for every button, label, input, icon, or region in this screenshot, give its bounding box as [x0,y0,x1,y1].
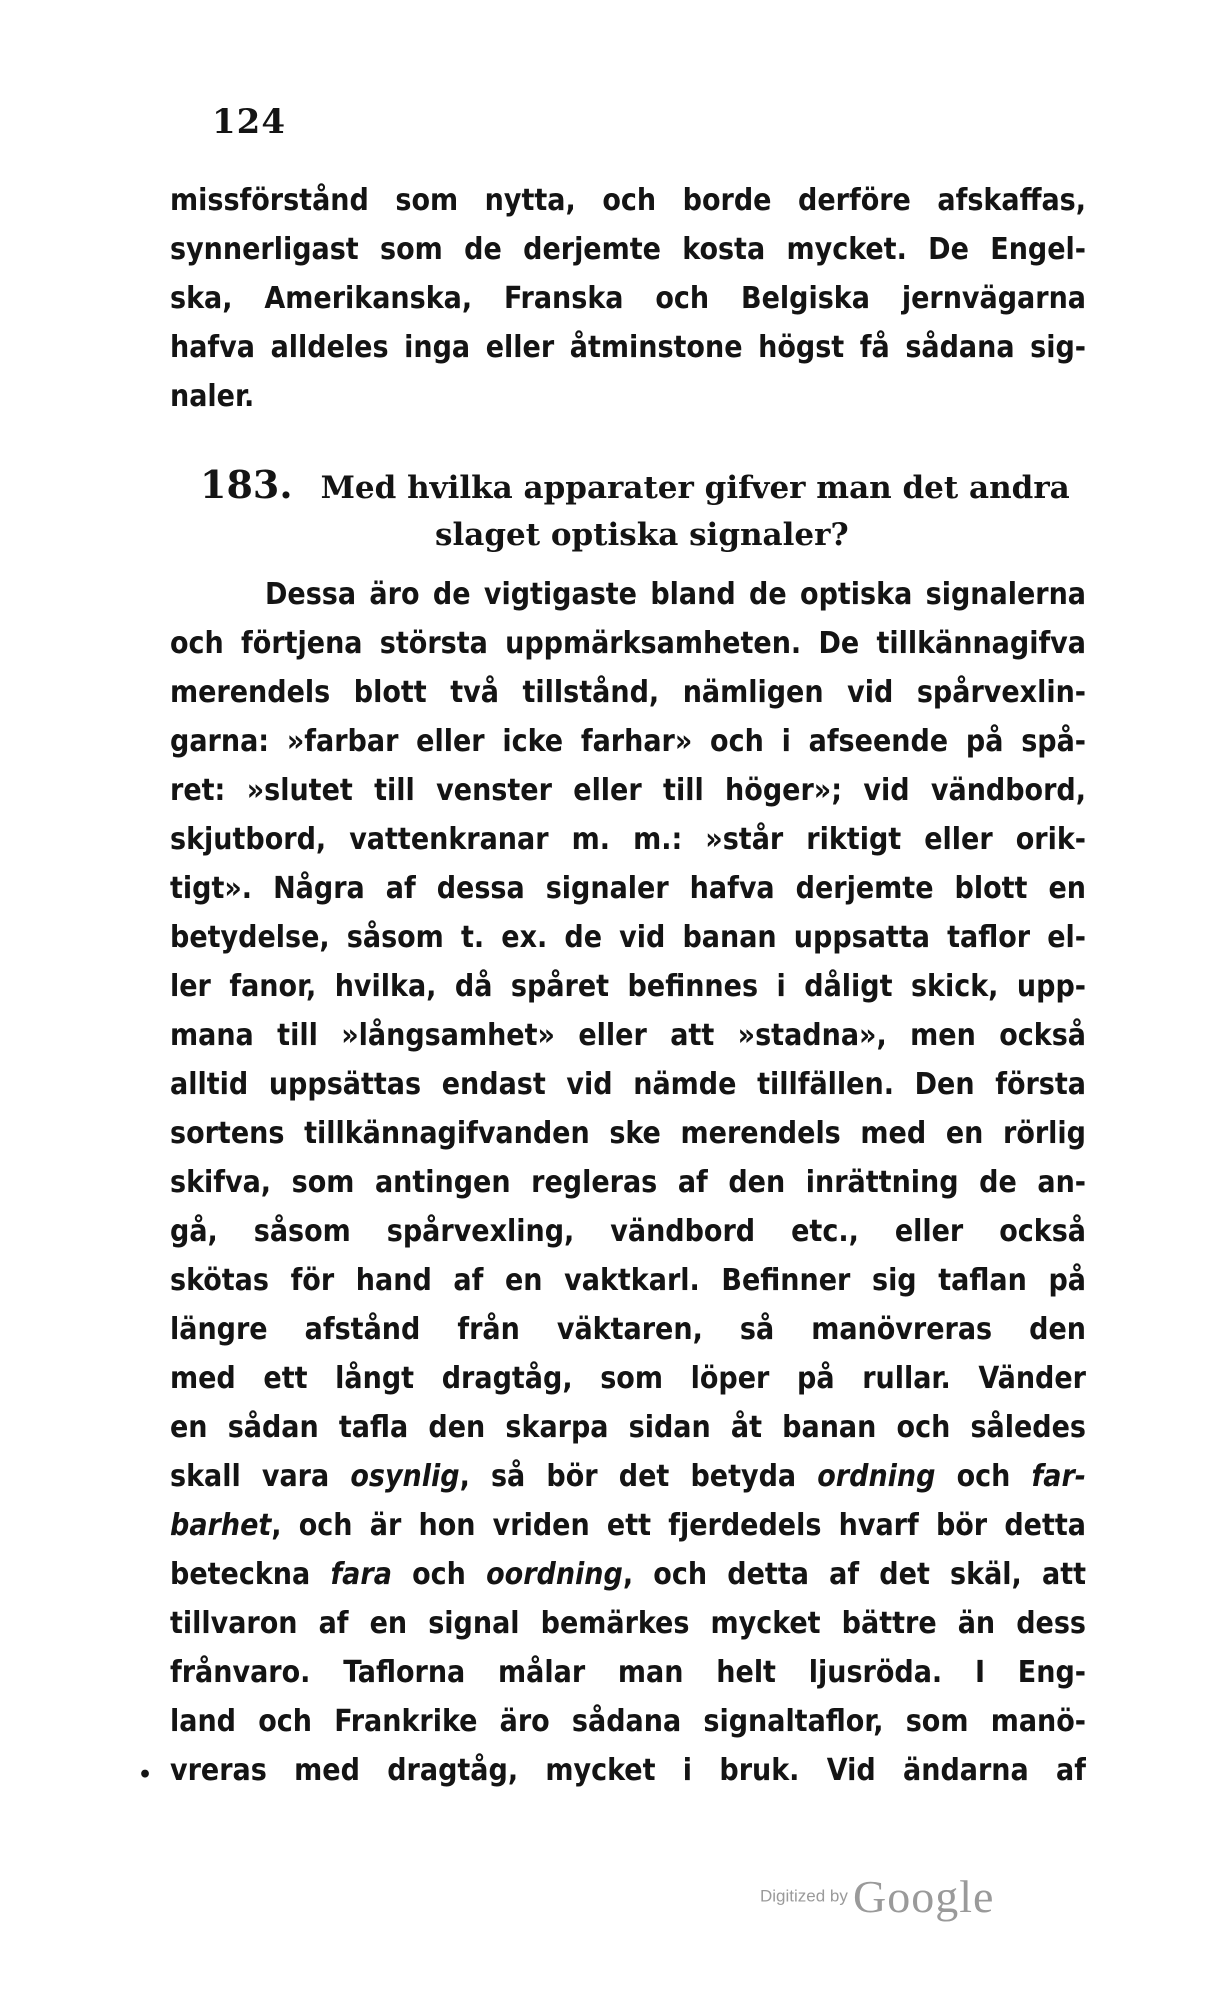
intro-paragraph [170,176,1086,421]
body-paragraph [170,570,1086,1795]
italic-word: far- [1031,1459,1086,1494]
text-line: en sådan tafla den skarpa sidan åt banan och således [170,1410,1086,1445]
section-number: 183. [200,462,293,507]
text-line: mana till »långsamhet» eller att »stadna», men också [170,1018,1086,1053]
italic-word: barhet [170,1508,272,1543]
text-line: synnerligast som de derjemte kosta mycket. De Engel- [170,232,1086,267]
text-line: tigt». Några af dessa signaler hafva derjemte blott en [170,871,1086,906]
margin-mark: • [138,1762,153,1788]
text-run: , och detta af det skäl, att [622,1557,1086,1592]
text-line: frånvaro. Taflorna målar man helt ljusröda. I Eng- [170,1655,1086,1690]
section-heading [200,460,1080,560]
text-line: med ett långt dragtåg, som löper på rullar. Vänder [170,1361,1086,1396]
text-line: alltid uppsättas endast vid nämde tillfällen. Den första [170,1067,1086,1102]
text-line [170,1550,1086,1599]
text-line: och förtjena största uppmärksamheten. De tillkännagifva [170,626,1086,661]
text-run: och [935,1459,1032,1494]
text-line: hafva alldeles inga eller åtminstone högst få sådana sig- [170,330,1086,365]
italic-word: ordning [817,1459,936,1494]
italic-word: oordning [486,1557,623,1592]
text-run: , och är hon vriden ett fjerdedels hvarf bör detta [271,1508,1086,1543]
text-line [170,1501,1086,1550]
italic-word: fara [330,1557,392,1592]
text-line: ler fanor, hvilka, då spåret befinnes i dåligt skick, upp- [170,969,1086,1004]
text-line: gå, såsom spårvexling, vändbord etc., eller också [170,1214,1086,1249]
text-line: ret: »slutet till venster eller till höger»; vid vändbord, [170,773,1086,808]
watermark-prefix: Digitized by [760,1886,848,1906]
text-line: land och Frankrike äro sådana signaltaflor, som manö- [170,1704,1086,1739]
heading-line-2: slaget optiska signaler? [435,517,849,553]
text-line: missförstånd som nytta, och borde derföre afskaffas, [170,183,1086,218]
text-line: Dessa äro de vigtigaste bland de optiska signalerna [265,577,1086,612]
google-logo: Google [852,1871,995,1922]
text-line: skifva, som antingen regleras af den inrättning de an- [170,1165,1086,1200]
text-line: vreras med dragtåg, mycket i bruk. Vid ändarna af [170,1753,1086,1788]
text-line: längre afstånd från väktaren, så manövreras den [170,1312,1086,1347]
page-number: 124 [212,102,286,142]
text-run: , så bör det betyda [459,1459,818,1494]
text-run: och [391,1557,487,1592]
digitization-watermark [760,1870,994,1923]
text-line: sortens tillkännagifvanden ske merendels med en rörlig [170,1116,1086,1151]
heading-text-1: Med hvilka apparater gifver man det andra [320,470,1070,506]
text-line: skjutbord, vattenkranar m. m.: »står riktigt eller orik- [170,822,1086,857]
text-line: naler. [170,379,255,414]
text-line: tillvaron af en signal bemärkes mycket bättre än dess [170,1606,1086,1641]
text-line: skötas för hand af en vaktkarl. Befinner sig taflan på [170,1263,1086,1298]
text-line: ska, Amerikanska, Franska och Belgiska jernvägarna [170,281,1086,316]
text-run: skall vara [170,1459,351,1494]
text-run: beteckna [170,1557,331,1592]
italic-word: osynlig [350,1459,460,1494]
text-line [170,1452,1086,1501]
text-line: garna: »farbar eller icke farhar» och i afseende på spå- [170,724,1086,759]
heading-line-1 [200,460,1080,510]
text-line: betydelse, såsom t. ex. de vid banan uppsatta taflor el- [170,920,1086,955]
text-line: merendels blott två tillstånd, nämligen vid spårvexlin- [170,675,1086,710]
